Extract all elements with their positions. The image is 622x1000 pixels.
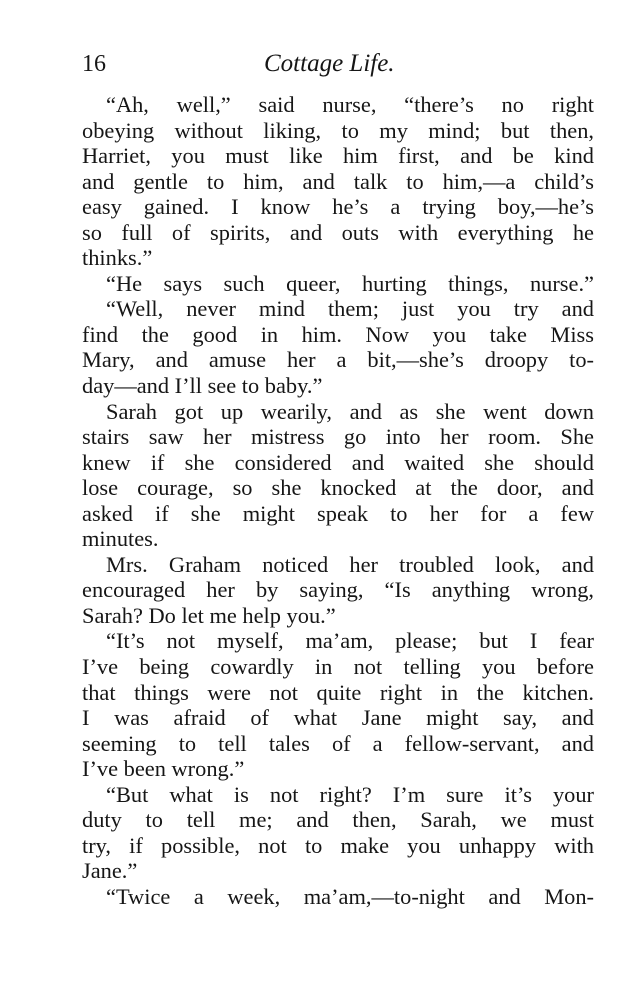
text-line: “Well, never mind them; just you try and [106, 296, 594, 322]
text-line: thinks.” [82, 245, 153, 271]
text-line: I’ve been wrong.” [82, 756, 245, 782]
text-line: I’ve being cowardly in not telling you before [82, 654, 594, 680]
text-line: stairs saw her mistress go into her room. She [82, 424, 594, 450]
text-line: obeying without liking, to my mind; but then, [82, 117, 594, 143]
text-line: encouraged her by saying, “Is anything wrong, [82, 577, 594, 603]
text-line: Jane.” [82, 858, 138, 884]
text-line: “It’s not myself, ma’am, please; but I fear [106, 628, 594, 654]
text-line: try, if possible, not to make you unhappy with [82, 832, 594, 858]
text-line: minutes. [82, 526, 159, 552]
text-line: that things were not quite right in the kitchen. [82, 679, 594, 705]
text-line: easy gained. I know he’s a trying boy,—he’s [82, 194, 594, 220]
running-head [82, 48, 594, 80]
text-line: Sarah? Do let me help you.” [82, 602, 336, 628]
text-line: find the good in him. Now you take Miss [82, 321, 594, 347]
text-line: knew if she considered and waited she should [82, 449, 594, 475]
text-line: Sarah got up wearily, and as she went down [106, 398, 594, 424]
text-line: and gentle to him, and talk to him,—a child’s [82, 168, 594, 194]
text-line: “Ah, well,” said nurse, “there’s no right [106, 92, 594, 117]
text-line: duty to tell me; and then, Sarah, we must [82, 807, 594, 833]
text-line: Mrs. Graham noticed her troubled look, and [106, 551, 594, 577]
text-line: lose courage, so she knocked at the door, and [82, 475, 594, 501]
text-line: asked if she might speak to her for a few [82, 500, 594, 526]
text-line: I was afraid of what Jane might say, and [82, 705, 594, 731]
text-line: so full of spirits, and outs with everything he [82, 219, 594, 245]
text-line: “He says such queer, hurting things, nurse.” [106, 270, 594, 296]
page-number: 16 [82, 51, 106, 77]
text-line: Mary, and amuse her a bit,—she’s droopy to- [82, 347, 594, 373]
text-line: day—and I’ll see to baby.” [82, 373, 323, 399]
text-line: “Twice a week, ma’am,—to-night and Mon- [106, 883, 594, 909]
text-line: “But what is not right? I’m sure it’s your [106, 781, 594, 807]
text-line: seeming to tell tales of a fellow-servant, and [82, 730, 594, 756]
running-title: Cottage Life. [264, 50, 395, 77]
text-line: Harriet, you must like him first, and be kind [82, 143, 594, 169]
body-text [82, 92, 594, 910]
